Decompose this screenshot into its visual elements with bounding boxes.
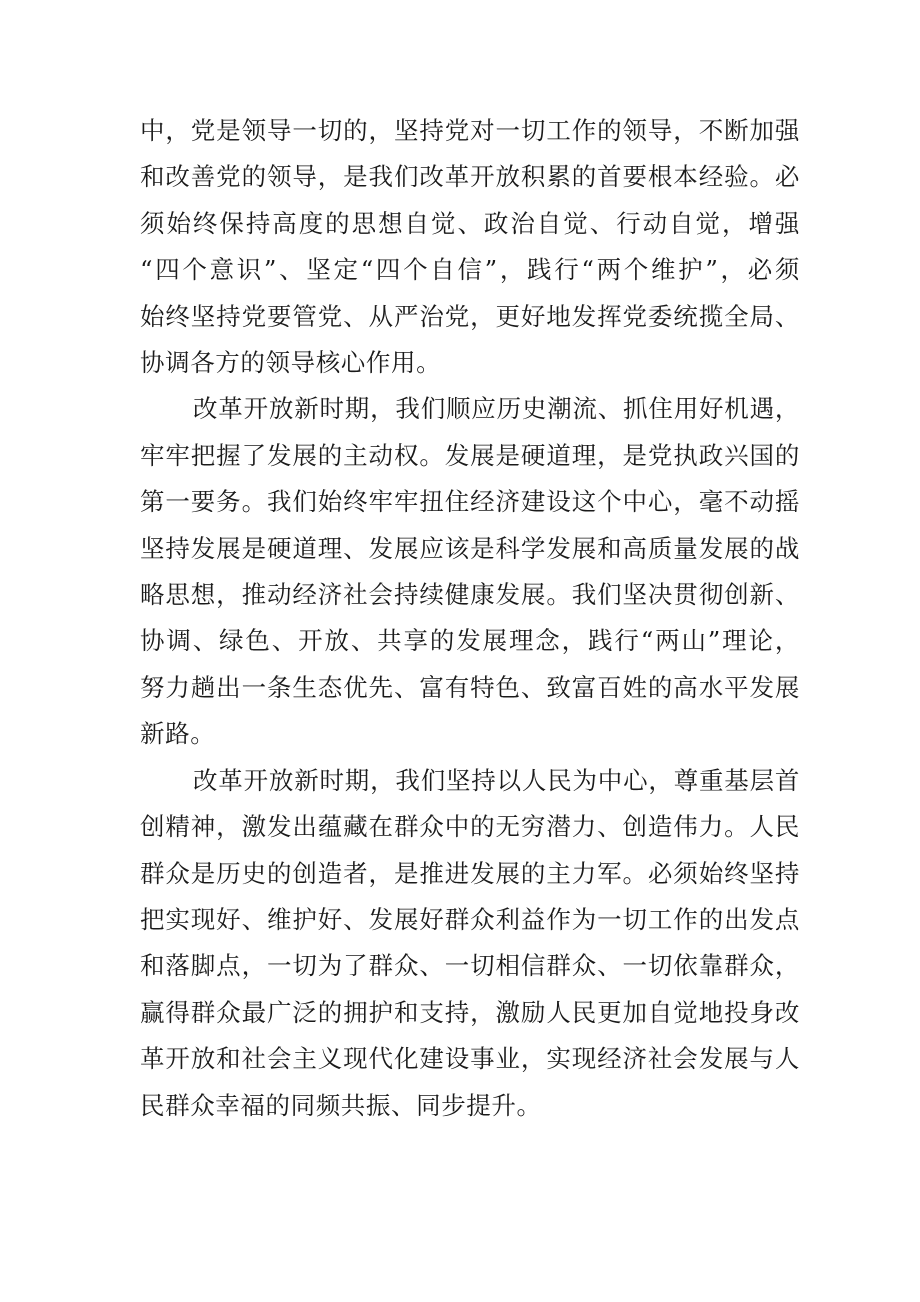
text-line: 牢牢把握了发展的主动权。发展是硬道理，是党执政兴国的 [140,440,800,470]
document-body [140,108,800,1129]
text-line: 须始终保持高度的思想自觉、政治自觉、行动自觉，增强 [140,208,800,238]
text-line: 始终坚持党要管党、从严治党，更好地发挥党委统揽全局、 [140,301,800,331]
text-line: 民群众幸福的同频共振、同步提升。 [140,1090,542,1120]
text-line: 第一要务。我们始终牢牢扭住经济建设这个中心，毫不动摇 [140,487,800,517]
text-line: 改革开放新时期，我们坚持以人民为中心，尊重基层首 [193,765,800,795]
text-line: 中，党是领导一切的，坚持党对一切工作的领导，不断加强 [140,116,800,145]
text-line: “四个意识”、坚定“四个自信”，践行“两个维护”，必须 [140,255,800,285]
text-line: 革开放和社会主义现代化建设事业，实现经济社会发展与人 [140,1044,800,1074]
text-line: 群众是历史的创造者，是推进发展的主力军。必须始终坚持 [140,858,800,888]
text-line: 坚持发展是硬道理、发展应该是科学发展和高质量发展的战 [140,533,800,563]
text-line: 改革开放新时期，我们顺应历史潮流、抓住用好机遇， [193,394,800,424]
text-line: 努力趟出一条生态优先、富有特色、致富百姓的高水平发展 [140,672,800,702]
text-line: 和落脚点，一切为了群众、一切相信群众、一切依靠群众， [140,951,800,981]
text-line: 创精神，激发出蕴藏在群众中的无穷潜力、创造伟力。人民 [140,812,800,842]
text-line: 把实现好、维护好、发展好群众利益作为一切工作的出发点 [140,904,800,934]
text-line: 协调各方的领导核心作用。 [140,348,442,378]
text-line: 协调、绿色、开放、共享的发展理念，践行“两山”理论， [140,626,800,656]
text-line: 和改善党的领导，是我们改革开放积累的首要根本经验。必 [140,162,800,192]
paragraph-1 [140,108,800,386]
paragraph-3 [140,758,800,1129]
text-line: 略思想，推动经济社会持续健康发展。我们坚决贯彻创新、 [140,580,800,610]
text-line: 赢得群众最广泛的拥护和支持，激励人民更加自觉地投身改 [140,997,800,1027]
paragraph-2 [140,386,800,757]
text-line: 新路。 [140,719,216,749]
